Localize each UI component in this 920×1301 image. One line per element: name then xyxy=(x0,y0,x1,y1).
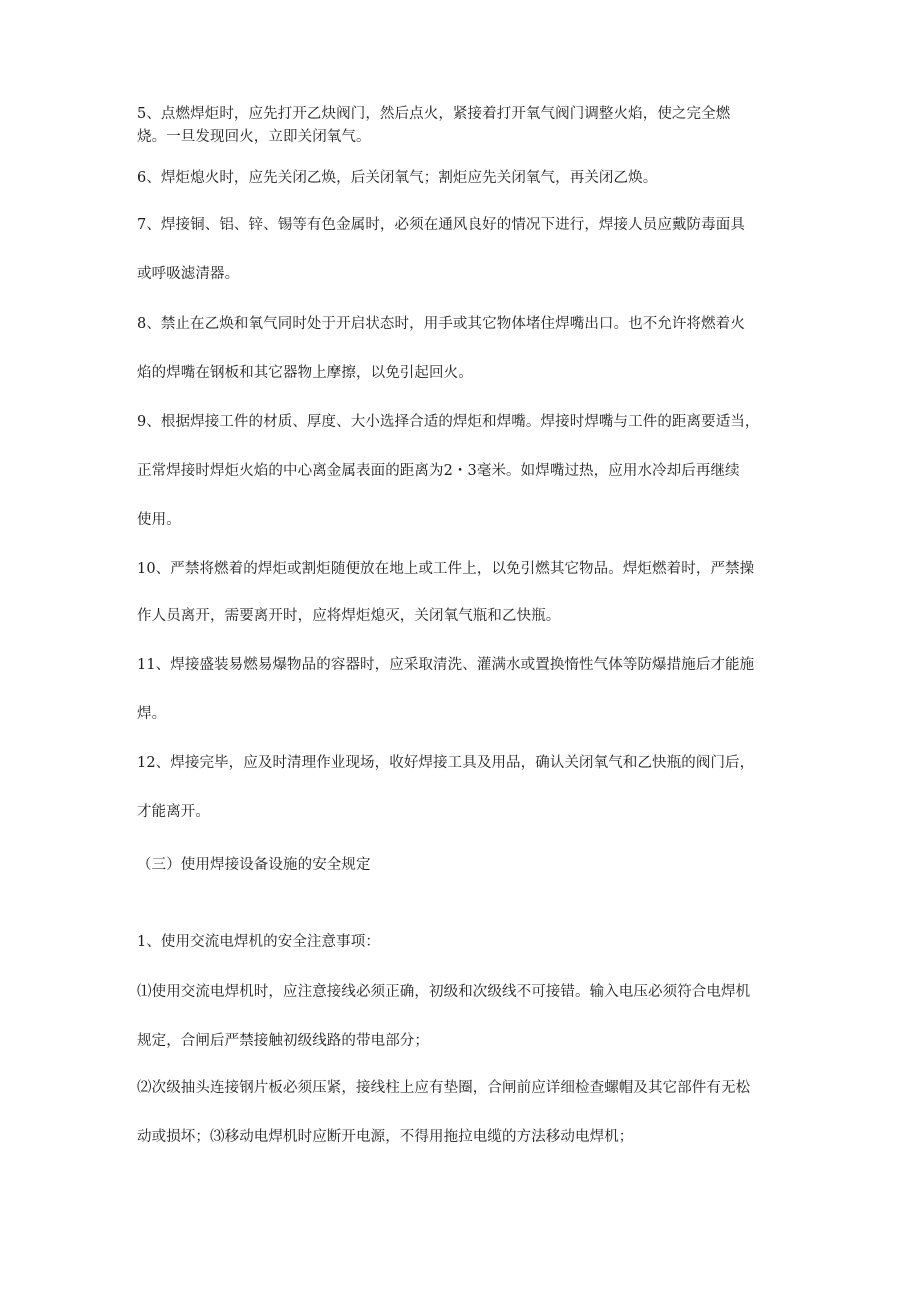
paragraph-12-line-1: 12、焊接完毕，应及时清理作业现场，收好焊接工具及用品，确认关闭氧气和乙快瓶的阀门后， xyxy=(137,755,755,771)
paragraph-9-line-3: 使用。 xyxy=(137,512,181,528)
paragraph-7-line-2: 或呼吸滤清器。 xyxy=(137,266,240,282)
paragraph-7-line-1: 7、焊接铜、铝、锌、锡等有色金属时，必须在通风良好的情况下进行，焊接人员应戴防毒面具 xyxy=(137,217,745,233)
paragraph-5-line-2: 烧。一旦发现回火，立即关闭氧气。 xyxy=(137,129,371,145)
paragraph-11-line-1: 11、焊接盛装易燃易爆物品的容器时，应采取清洗、灌满水或置换惰性气体等防爆措施后才能施 xyxy=(137,657,755,673)
item-1-line-2: 规定，合闸后严禁接触初级线路的带电部分； xyxy=(137,1033,429,1049)
paragraph-9-line-1: 9、根据焊接工件的材质、厚度、大小选择合适的焊炬和焊嘴。焊接时焊嘴与工件的距离要适当， xyxy=(137,414,760,430)
paragraph-9-line-2: 正常焊接时焊炬火焰的中心离金属表面的距离为2・3毫米。如焊嘴过热，应用水冷却后再继续 xyxy=(137,463,740,479)
paragraph-10-line-2: 作人员离开，需要离开时，应将焊炬熄灭，关闭氧气瓶和乙快瓶。 xyxy=(137,608,561,624)
item-1-line-1: ⑴使用交流电焊机时，应注意接线必须正确，初级和次级线不可接错。输入电压必须符合电焊机 xyxy=(137,984,751,1000)
item-2-line-2: 动或损坏；⑶移动电焊机时应断开电源，不得用拖拉电缆的方法移动电焊机； xyxy=(137,1129,634,1145)
paragraph-10-line-1: 10、严禁将燃着的焊炬或割炬随便放在地上或工件上，以免引燃其它物品。焊炬燃着时，严禁操 xyxy=(137,561,755,577)
paragraph-11-line-2: 焊。 xyxy=(137,706,167,722)
paragraph-12-line-2: 才能离开。 xyxy=(137,804,210,820)
paragraph-8-line-2: 焰的焊嘴在钢板和其它器物上摩擦，以免引起回火。 xyxy=(137,365,473,381)
paragraph-6-line-1: 6、焊炬熄火时，应先关闭乙焕，后关闭氧气；割炬应先关闭氧气，再关闭乙焕。 xyxy=(137,170,658,186)
paragraph-5-line-1: 5、点燃焊炬时，应先打开乙炔阀门，然后点火，紧接着打开氧气阀门调整火焰，使之完全燃 xyxy=(137,106,731,122)
paragraph-8-line-1: 8、禁止在乙焕和氧气同时处于开启状态时，用手或其它物体堵住焊嘴出口。也不允许将燃着火 xyxy=(137,316,745,332)
section-heading: （三）使用焊接设备设施的安全规定 xyxy=(137,857,371,873)
item-2-line-1: ⑵次级抽头连接钢片板必须压紧，接线柱上应有垫圈，合闸前应详细检查螺帽及其它部件有无松 xyxy=(137,1080,751,1096)
subsection-1-title: 1、使用交流电焊机的安全注意事项： xyxy=(137,934,380,950)
